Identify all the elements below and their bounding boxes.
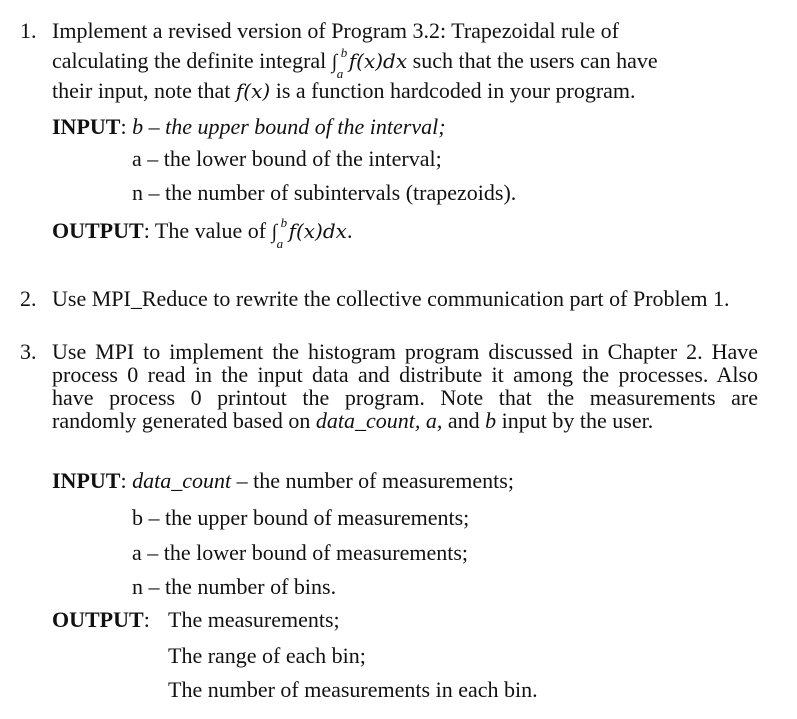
problem-1-input-a: a – the lower bound of the interval; [132, 146, 442, 171]
input-label: INPUT [52, 114, 121, 139]
problem-1-number: 1. [20, 18, 37, 43]
integral-symbol: ∫ b a [332, 49, 337, 75]
problem-1-line-2 [52, 45, 658, 81]
integrand: f(x)dx [288, 219, 347, 243]
problem-3-output-2: The range of each bin; [168, 643, 366, 668]
problem-1-line-3 [52, 78, 636, 104]
problem-1-line-3-pre: their input, note that [52, 78, 231, 103]
problem-1-line-2-pre: calculating the definite integral [52, 48, 327, 73]
output-text: The value of [154, 218, 267, 243]
problem-1-line-1: Implement a revised version of Program 3.2: Trapezoidal rule of [52, 18, 619, 43]
problem-3-line-2: process 0 read in the input data and distribute it among the processes. Also [52, 362, 758, 387]
problem-3-number: 3. [20, 339, 37, 364]
problem-1-output: OUTPUT: The value of ∫ b a f(x)dx. [52, 218, 352, 245]
problem-1-line-2-post: such that the users can have [412, 48, 658, 73]
integral-symbol: ∫ b a [272, 219, 277, 245]
input-b-text: b – the upper bound of the interval; [132, 114, 446, 139]
problem-2-text: Use MPI_Reduce to rewrite the collective communication part of Problem 1. [52, 286, 730, 311]
data-count-var: data_count [132, 468, 232, 493]
problem-3-line-1: Use MPI to implement the histogram program discussed in Chapter 2. Have [52, 339, 758, 364]
output-label: OUTPUT [52, 218, 144, 243]
problem-1-line-3-post: is a function hardcoded in your program. [275, 78, 636, 103]
output-label: OUTPUT [52, 607, 144, 632]
function-fx: f(x) [235, 79, 271, 103]
problem-3-output-3: The number of measurements in each bin. [168, 677, 538, 702]
problem-3-input-a: a – the lower bound of measurements; [132, 540, 469, 565]
problem-3-input-b: b – the upper bound of measurements; [132, 505, 470, 530]
problem-3-output-1: The measurements; [168, 607, 340, 632]
integrand: f(x)dx [348, 49, 408, 73]
problem-3-output: OUTPUT: [52, 607, 150, 632]
problem-3-line-4: randomly generated based on data_count, a, and b input by the user. [52, 408, 654, 433]
problem-3-input-n: n – the number of bins. [132, 574, 337, 599]
integral-lower-limit: a [336, 66, 344, 81]
integral-lower-limit: a [276, 236, 284, 251]
problem-1-input-b: INPUT: b – the upper bound of the interval; [52, 114, 446, 139]
integral-upper-limit: b [340, 45, 348, 60]
problem-1-input-n: n – the number of subintervals (trapezoids). [132, 180, 517, 205]
input-label: INPUT [52, 468, 121, 493]
integral-upper-limit: b [280, 215, 288, 230]
problem-2-number: 2. [20, 286, 37, 311]
problem-3-input-data-count: INPUT: data_count – the number of measurements; [52, 468, 514, 493]
problem-3-line-3: have process 0 printout the program. Note that the measurements are [52, 385, 758, 410]
